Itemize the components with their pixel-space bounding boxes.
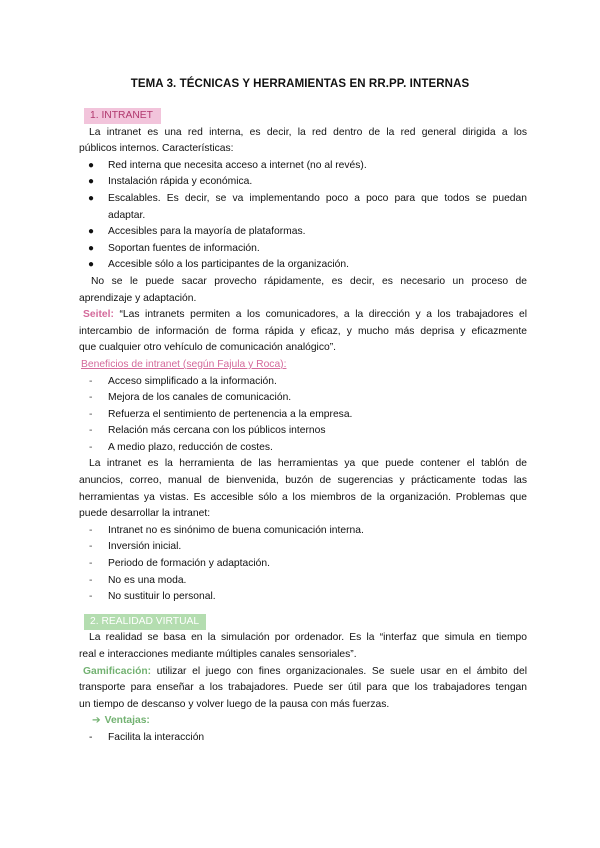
paragraph-line	[79, 307, 527, 324]
ventajas-label: Ventajas:	[104, 715, 150, 727]
list-item	[79, 556, 527, 573]
list-item-text: Relación más cercana con los públicos internos	[108, 425, 326, 437]
list-item	[79, 440, 527, 457]
section-heading-intranet	[79, 108, 527, 125]
paragraph-line: real e interacciones mediante múltiples canales sensoriales”.	[79, 649, 357, 660]
ventajas-heading	[79, 713, 527, 730]
list-item-text: Mejora de los canales de comunicación.	[108, 392, 292, 404]
seitel-label: Seitel:	[83, 309, 114, 321]
paragraph-line: un tiempo de descanso y volver luego de la pausa con más fuerzas.	[79, 698, 390, 710]
paragraph-line: La intranet es una red interna, es decir, la red dentro de la red general dirigida a los	[89, 126, 527, 138]
list-item-text: Inversión inicial.	[108, 541, 182, 553]
paragraph-line: transporte para enseñar a los trabajadores. Puede ser útil para que los trabajadores tengan	[79, 682, 527, 694]
gamificacion-text: utilizar el juego con fines organizacionales. Se suele usar en el ámbito del	[156, 665, 527, 677]
bullet-icon: ●	[88, 176, 95, 188]
list-item-text: Instalación rápida y económica.	[108, 176, 253, 188]
list-item	[79, 241, 527, 258]
dash-icon: -	[89, 392, 93, 404]
list-item	[79, 257, 527, 274]
bullet-icon: ●	[88, 226, 95, 238]
list-item-text: Accesibles para la mayoría de plataformas.	[108, 226, 306, 238]
section-label: 2. REALIDAD VIRTUAL	[84, 614, 206, 630]
list-item	[79, 730, 527, 747]
paragraph-line: que cualquier otro vehículo de comunicación analógico”.	[79, 342, 337, 354]
list-item-text: Refuerza el sentimiento de pertenencia a la empresa.	[108, 408, 353, 420]
bullet-icon: ●	[88, 259, 95, 271]
dash-icon: -	[89, 731, 93, 743]
list-item-text: A medio plazo, reducción de costes.	[108, 441, 273, 453]
list-item	[79, 573, 527, 590]
list-item-text: Accesible sólo a los participantes de la organización.	[108, 259, 349, 271]
dash-icon: -	[89, 541, 93, 553]
paragraph-line: puede desarrollar la intranet:	[79, 508, 211, 520]
list-item-text: Red interna que necesita acceso a internet (no al revés).	[108, 159, 367, 171]
list-item	[79, 390, 527, 407]
dash-icon: -	[89, 574, 93, 586]
dash-icon: -	[89, 408, 93, 420]
dash-icon: -	[89, 591, 93, 603]
list-item	[79, 589, 527, 606]
list-item	[79, 224, 527, 241]
paragraph-line: intercambio de información de forma rápida y eficaz, y mucho más deprisa y eficazmente	[79, 325, 527, 337]
list-item	[79, 158, 527, 175]
list-item	[79, 539, 527, 556]
document-body	[79, 108, 527, 747]
list-item	[79, 174, 527, 191]
paragraph-line: herramientas ya vistas. Es accesible sólo a los miembros de la organización. Problemas que	[79, 491, 527, 503]
list-item	[79, 423, 527, 440]
paragraph-line	[79, 664, 527, 681]
list-item-text: No es una moda.	[108, 574, 187, 586]
dash-icon: -	[89, 524, 93, 536]
dash-icon: -	[89, 558, 93, 570]
list-item	[79, 191, 527, 224]
section-label: 1. INTRANET	[84, 108, 161, 124]
paragraph-line: La realidad se basa en la simulación por ordenador. Es la “interfaz que simula en tiempo	[89, 632, 527, 644]
paragraph-line: No se le puede sacar provecho rápidamente, es decir, es necesario un proceso de	[91, 275, 527, 287]
list-item-text: adaptar.	[108, 209, 146, 221]
page-title: TEMA 3. TÉCNICAS Y HERRAMIENTAS EN RR.PP. INTERNAS	[130, 78, 470, 90]
characteristics-list	[79, 158, 527, 274]
benefits-heading-text: Beneficios de intranet (según Fajula y Roca):	[81, 358, 287, 370]
list-item-text: Periodo de formación y adaptación.	[108, 558, 270, 570]
bullet-icon: ●	[88, 159, 95, 171]
dash-icon: -	[89, 441, 93, 453]
paragraph-line: aprendizaje y adaptación.	[79, 292, 197, 304]
ventajas-list	[79, 730, 527, 747]
list-item-text: Intranet no es sinónimo de buena comunicación interna.	[108, 524, 364, 536]
problems-list	[79, 523, 527, 606]
section-heading-realidad-virtual	[79, 614, 527, 631]
list-item-text: Facilita la interacción	[108, 731, 205, 743]
list-item-text: No sustituir lo personal.	[108, 591, 216, 603]
paragraph-line: anuncios, correo, manual de bienvenida, buzón de sugerencias y prácticamente todas las	[79, 475, 527, 487]
list-item	[79, 407, 527, 424]
dash-icon: -	[89, 425, 93, 437]
bullet-icon: ●	[88, 242, 95, 254]
list-item-text: Escalables. Es decir, se va implementando poco a poco para que todos se puedan	[108, 192, 527, 204]
list-item-text: Acceso simplificado a la información.	[108, 375, 277, 387]
bullet-icon: ●	[88, 192, 95, 204]
seitel-quote: “Las intranets permiten a los comunicadores, a la dirección y a los trabajadores el	[119, 309, 527, 321]
paragraph-line: públicos internos. Características:	[79, 143, 234, 155]
benefits-list	[79, 374, 527, 457]
benefits-heading	[79, 357, 527, 374]
gamificacion-label: Gamificación:	[83, 665, 152, 677]
list-item	[79, 374, 527, 391]
dash-icon: -	[89, 375, 93, 387]
list-item-text: Soportan fuentes de información.	[108, 242, 260, 254]
list-item	[79, 523, 527, 540]
arrow-right-icon: ➔	[92, 715, 101, 727]
paragraph-line: La intranet es la herramienta de las herramientas ya que puede contener el tablón de	[89, 458, 527, 470]
